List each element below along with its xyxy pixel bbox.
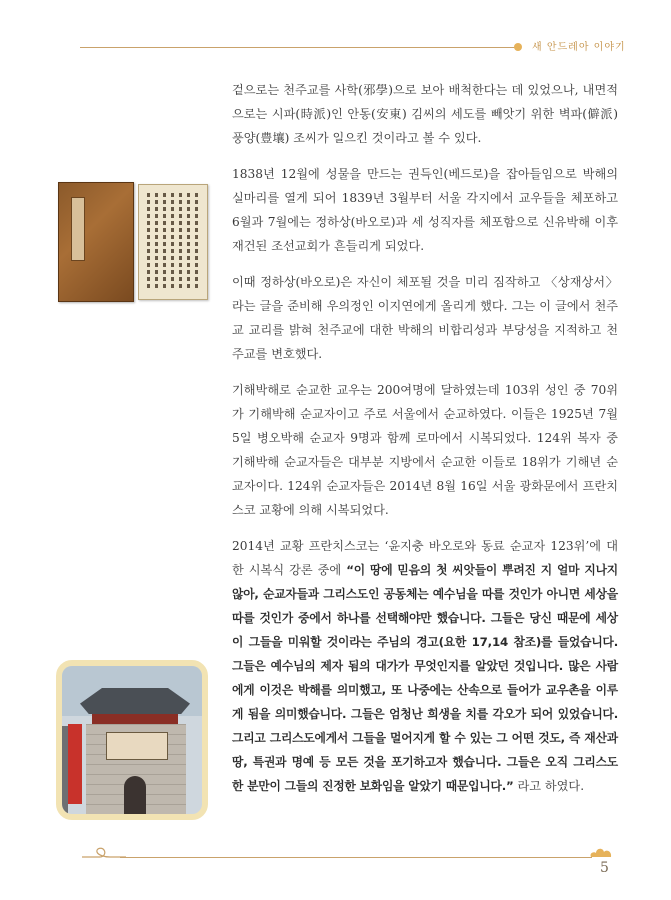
header-dot-ornament bbox=[514, 43, 522, 51]
quote-intro: 2014년 교황 프란치스코는 ‘윤지충 바오로와 동료 순교자 123위’에 대한 시복식 강론 중에 bbox=[232, 539, 618, 577]
paragraph: 이때 정하상(바오로)은 자신이 체포될 것을 미리 짐작하고 〈상재상서〉라는 글을 준비해 우의정인 이지연에게 올리게 했다. 그는 이 글에서 천주교 교리를 밝혀 천주교에 대한 박해의 비합리성과 부당성을 지적하고 천주교를 변호했다. bbox=[232, 275, 618, 361]
footer-cloud-ornament bbox=[589, 846, 613, 858]
footer-rule bbox=[120, 857, 592, 858]
fortress-gate-photo bbox=[56, 660, 208, 820]
quote-outro: 라고 하였다. bbox=[513, 779, 585, 793]
book-cover-image bbox=[58, 182, 134, 302]
running-header-title: 새 안드레아 이야기 bbox=[532, 42, 626, 53]
page-number: 5 bbox=[600, 860, 609, 876]
body-text bbox=[232, 78, 618, 810]
header-rule bbox=[80, 47, 520, 48]
paragraph-with-quote bbox=[232, 534, 618, 798]
homily-quote: “이 땅에 믿음의 첫 씨앗들이 뿌려진 지 얼마 지나지 않아, 순교자들과 그리스도인 공동체는 예수님을 따를 것인가 아니면 세상을 따를 것인가 중에서 하나를 선택해야만 했습니다. 그들은 당신 때문에 세상이 그들을 미워할 것이라는 주님의 경고(요한 17,14 참조)를 들었습니다. 그들은 예수님의 제자 됨의 대가가 무엇인지를 알았던 것입니다. 많은 사람에게 이것은 박해를 의미했고, 또 나중에는 산속으로 들어가 교우촌을 이루게 됨을 의미했습니다. 그들은 엄청난 희생을 치를 각오가 되어 있었습니다. 그리고 그리스도에게서 그들을 멀어지게 할 수 있는 그 어떤 것도, 즉 재산과 땅, 특권과 명예 등 모든 것을 포기하고자 했습니다. 그들은 오직 그리스도 한 분만이 그들의 진정한 보화임을 알았기 때문입니다.” bbox=[232, 563, 618, 793]
paragraph: 겉으로는 천주교를 사학(邪學)으로 보아 배척한다는 데 있었으나, 내면적으로는 시파(時派)인 안동(安東) 김씨의 세도를 빼앗기 위한 벽파(僻派) 풍양(豊壤) 조씨가 일으킨 것이라고 볼 수 있다. bbox=[232, 83, 618, 145]
paragraph: 1838년 12월에 성물을 만드는 권득인(베드로)을 잡아들임으로 박해의 실마리를 열게 되어 1839년 3월부터 서울 각지에서 교우들을 체포하고 6월과 7월에는 정하상(바오로)과 세 성직자를 체포함으로 신유박해 이후 재건된 조선교회가 흔들리게 되었다. bbox=[232, 167, 618, 253]
paragraph: 기해박해로 순교한 교우는 200여명에 달하였는데 103위 성인 중 70위가 기해박해 순교자이고 주로 서울에서 순교하였다. 이들은 1925년 7월 5일 병오박해 순교자 9명과 함께 로마에서 시복되었다. 124위 복자 중 기해박해 순교자들은 대부분 지방에서 순교한 이들로 18위가 기해년 순교자이다. 124위 순교자들은 2014년 8월 16일 서울 광화문에서 프란치스코 교황에 의해 시복되었다. bbox=[232, 383, 618, 517]
footer-swirl-ornament bbox=[82, 847, 126, 861]
old-book-image bbox=[58, 182, 208, 300]
manuscript-page-image bbox=[138, 184, 208, 300]
book-title-label bbox=[71, 197, 85, 261]
